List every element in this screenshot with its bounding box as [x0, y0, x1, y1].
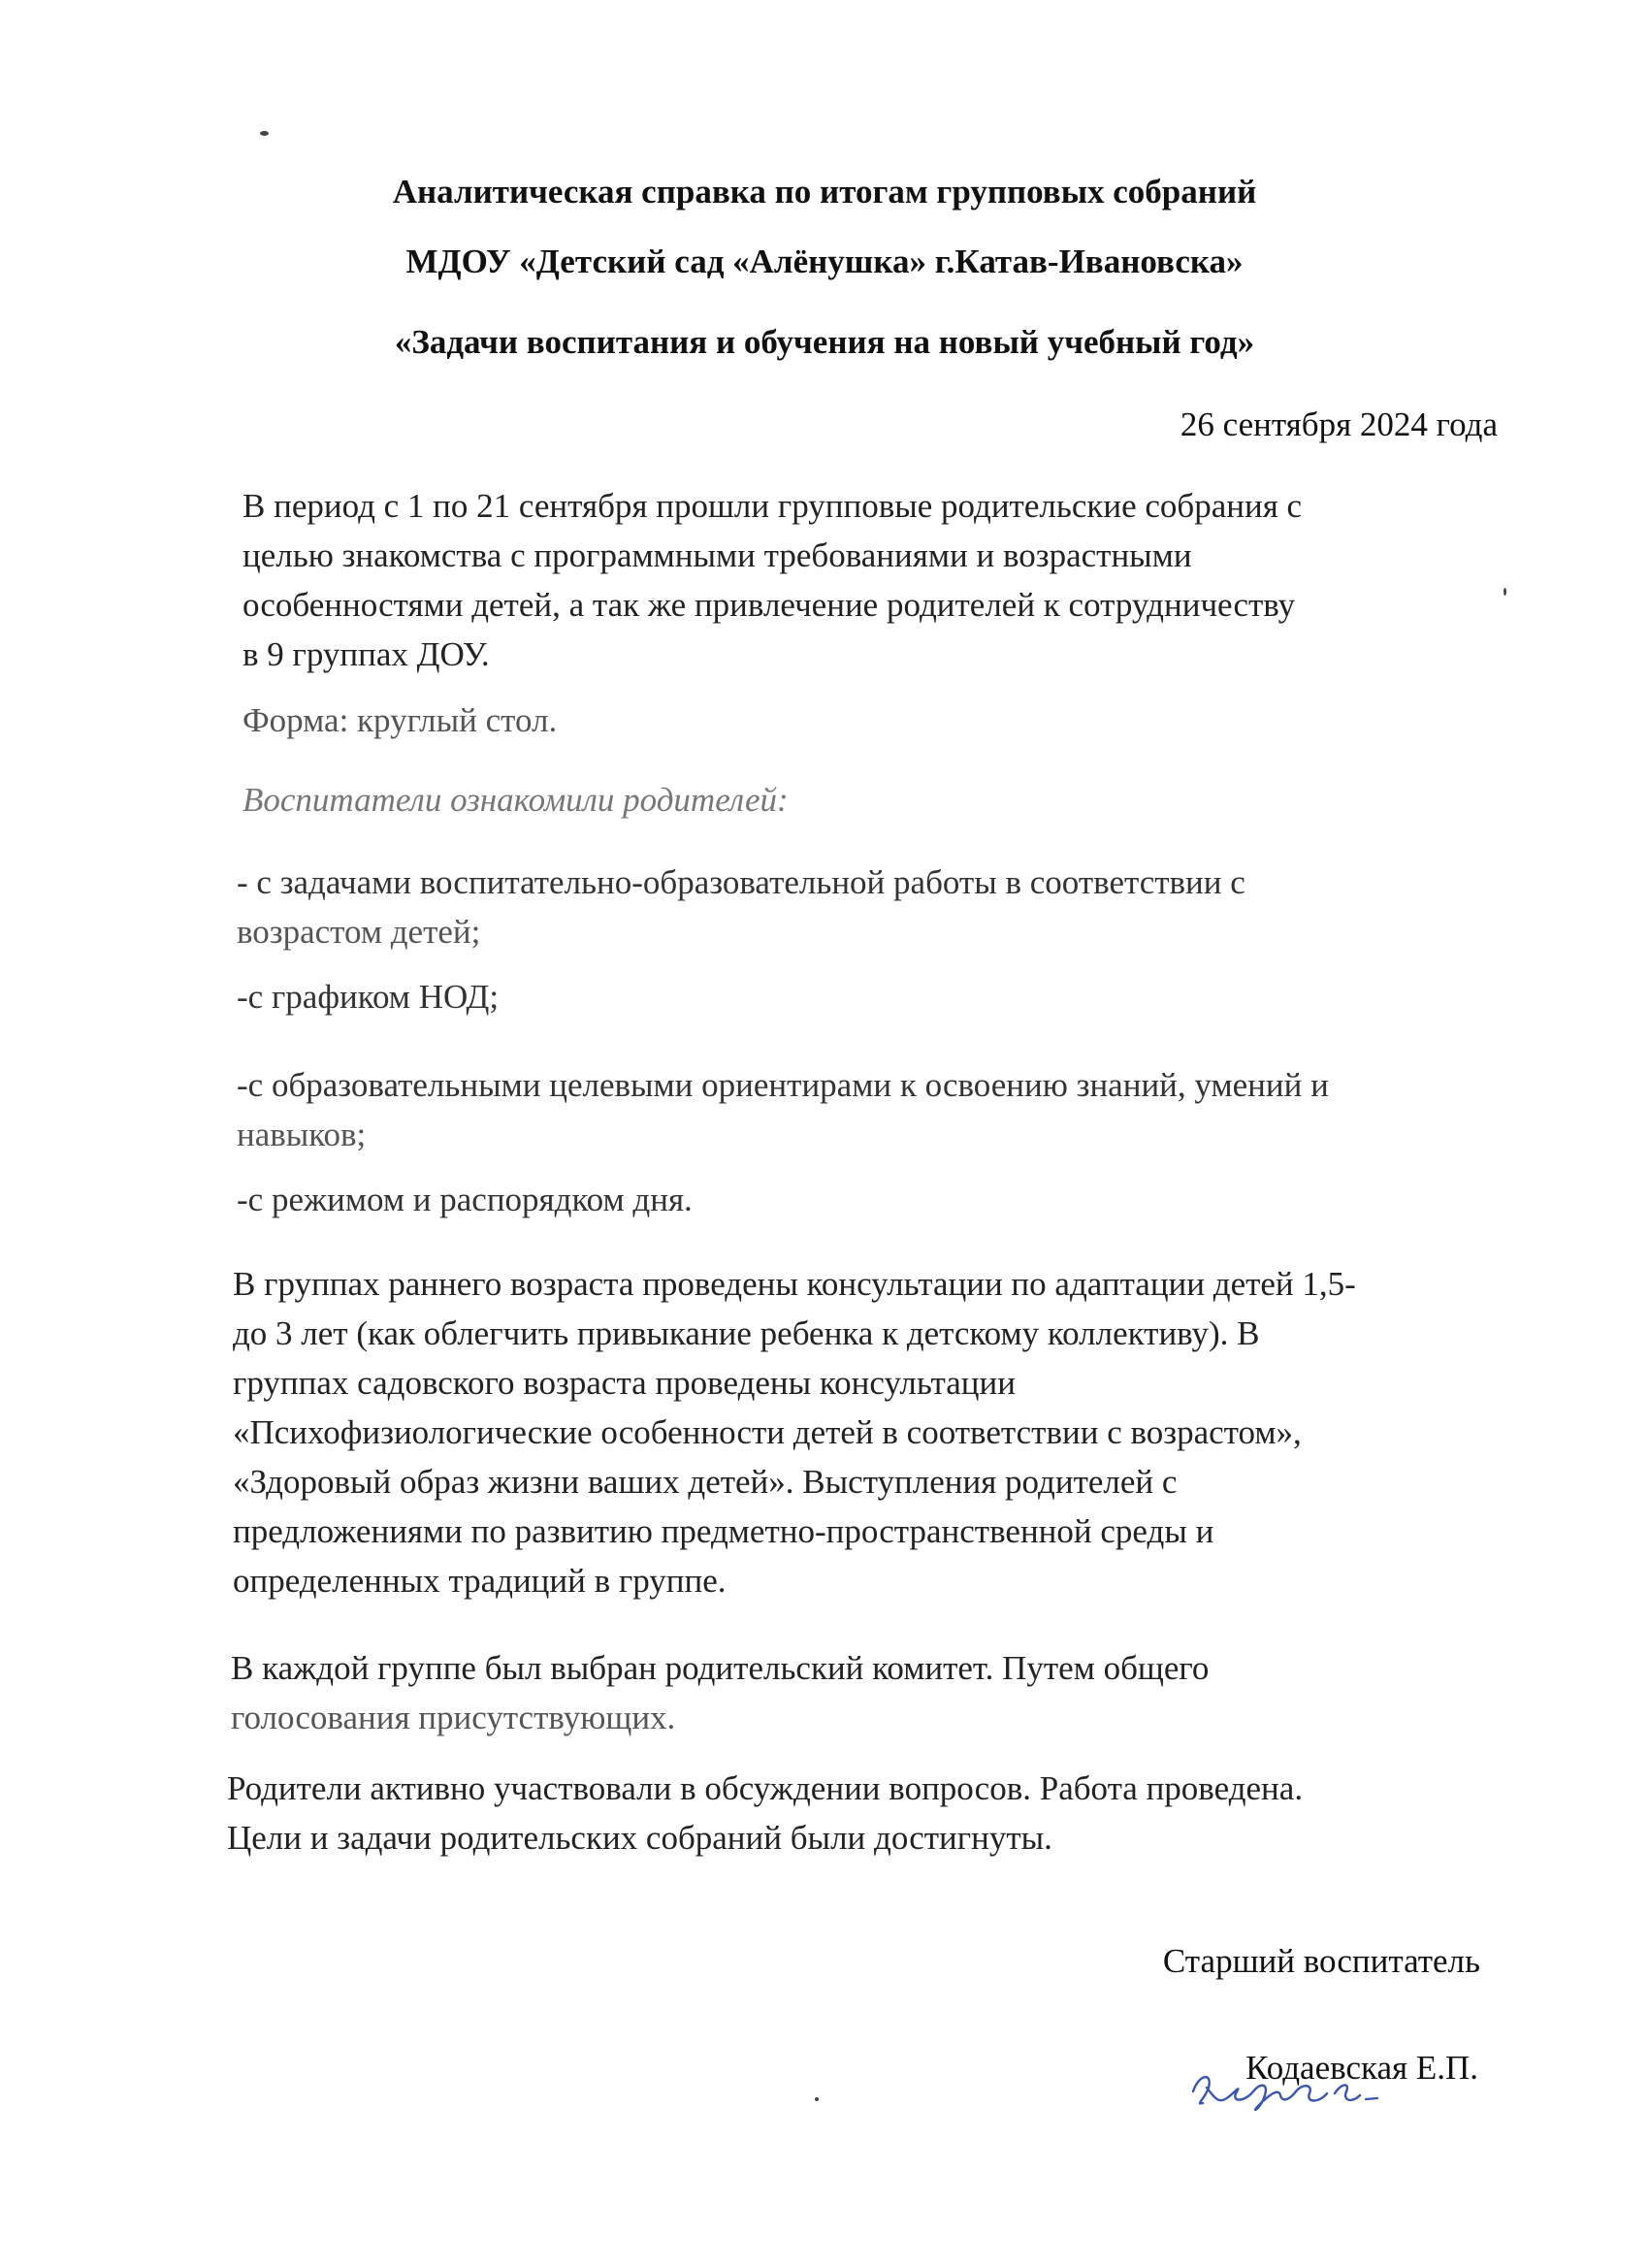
list-item: [237, 972, 1488, 1021]
committee-paragraph: [231, 1643, 1511, 1742]
text-line: голосования присутствующих.: [231, 1699, 676, 1736]
text-line: Цели и задачи родительских собраний были достигнуты.: [227, 1819, 1052, 1857]
text-line: до 3 лет (как облегчить привыкание ребенка к детскому коллективу). В: [233, 1314, 1260, 1352]
text-line: Родители активно участвовали в обсуждении вопросов. Работа проведена.: [227, 1769, 1304, 1807]
conclusion-paragraph: [227, 1764, 1507, 1863]
text-line: предложениями по развитию предметно-пространственной среды и: [233, 1512, 1214, 1550]
list-item: [237, 1060, 1488, 1159]
educators-intro: Воспитатели ознакомили родителей:: [242, 781, 789, 819]
text-line: определенных традиций в группе.: [233, 1562, 727, 1600]
text-line: навыков;: [237, 1116, 367, 1153]
list-item: [237, 858, 1488, 956]
text-line: целью знакомства с программными требованиями и возрастными: [242, 536, 1192, 574]
scan-speck: [815, 2097, 819, 2101]
document-title-line-1: Аналитическая справка по итогам групповых собраний: [392, 173, 1257, 211]
document-title-line-3: «Задачи воспитания и обучения на новый учебный год»: [394, 323, 1255, 361]
consultations-paragraph: [233, 1259, 1513, 1605]
list-item: [237, 1175, 1488, 1224]
scan-speck: [260, 131, 269, 136]
text-line: в 9 группах ДОУ.: [242, 635, 490, 673]
intro-paragraph: [242, 481, 1523, 679]
signature-stroke: [1193, 2077, 1360, 2110]
text-line: В каждой группе был выбран родительский комитет. Путем общего: [231, 1649, 1210, 1687]
signature-dash: [1366, 2098, 1377, 2099]
text-line: группах садовского возраста проведены консультации: [233, 1364, 1016, 1402]
text-line: «Психофизиологические особенности детей в соответствии с возрастом»,: [233, 1413, 1302, 1451]
document-date: 26 сентября 2024 года: [1180, 405, 1498, 443]
text-line: -с режимом и распорядком дня.: [237, 1181, 693, 1218]
text-line: «Здоровый образ жизни ваших детей». Выступления родителей с: [233, 1463, 1178, 1501]
signatory-role: Старший воспитатель: [1162, 1942, 1480, 1980]
text-line: В период с 1 по 21 сентября прошли групповые родительские собрания с: [242, 487, 1303, 525]
text-line: возрастом детей;: [237, 913, 481, 951]
document-title-line-2: МДОУ «Детский сад «Алёнушка» г.Катав-Ивановска»: [405, 243, 1244, 280]
text-line: В группах раннего возраста проведены консультации по адаптации детей 1,5-: [233, 1265, 1356, 1303]
handwritten-signature: [1185, 2055, 1389, 2122]
form-line: Форма: круглый стол.: [242, 701, 558, 739]
text-line: -с образовательными целевыми ориентирами к освоению знаний, умений и: [237, 1066, 1329, 1104]
text-line: -с графиком НОД;: [237, 978, 500, 1016]
text-line: - с задачами воспитательно-образовательной работы в соответствии с: [237, 863, 1245, 901]
text-line: особенностями детей, а так же привлечение родителей к сотрудничеству: [242, 586, 1296, 624]
signatory-name: Кодаевская Е.П.: [1245, 2049, 1478, 2087]
